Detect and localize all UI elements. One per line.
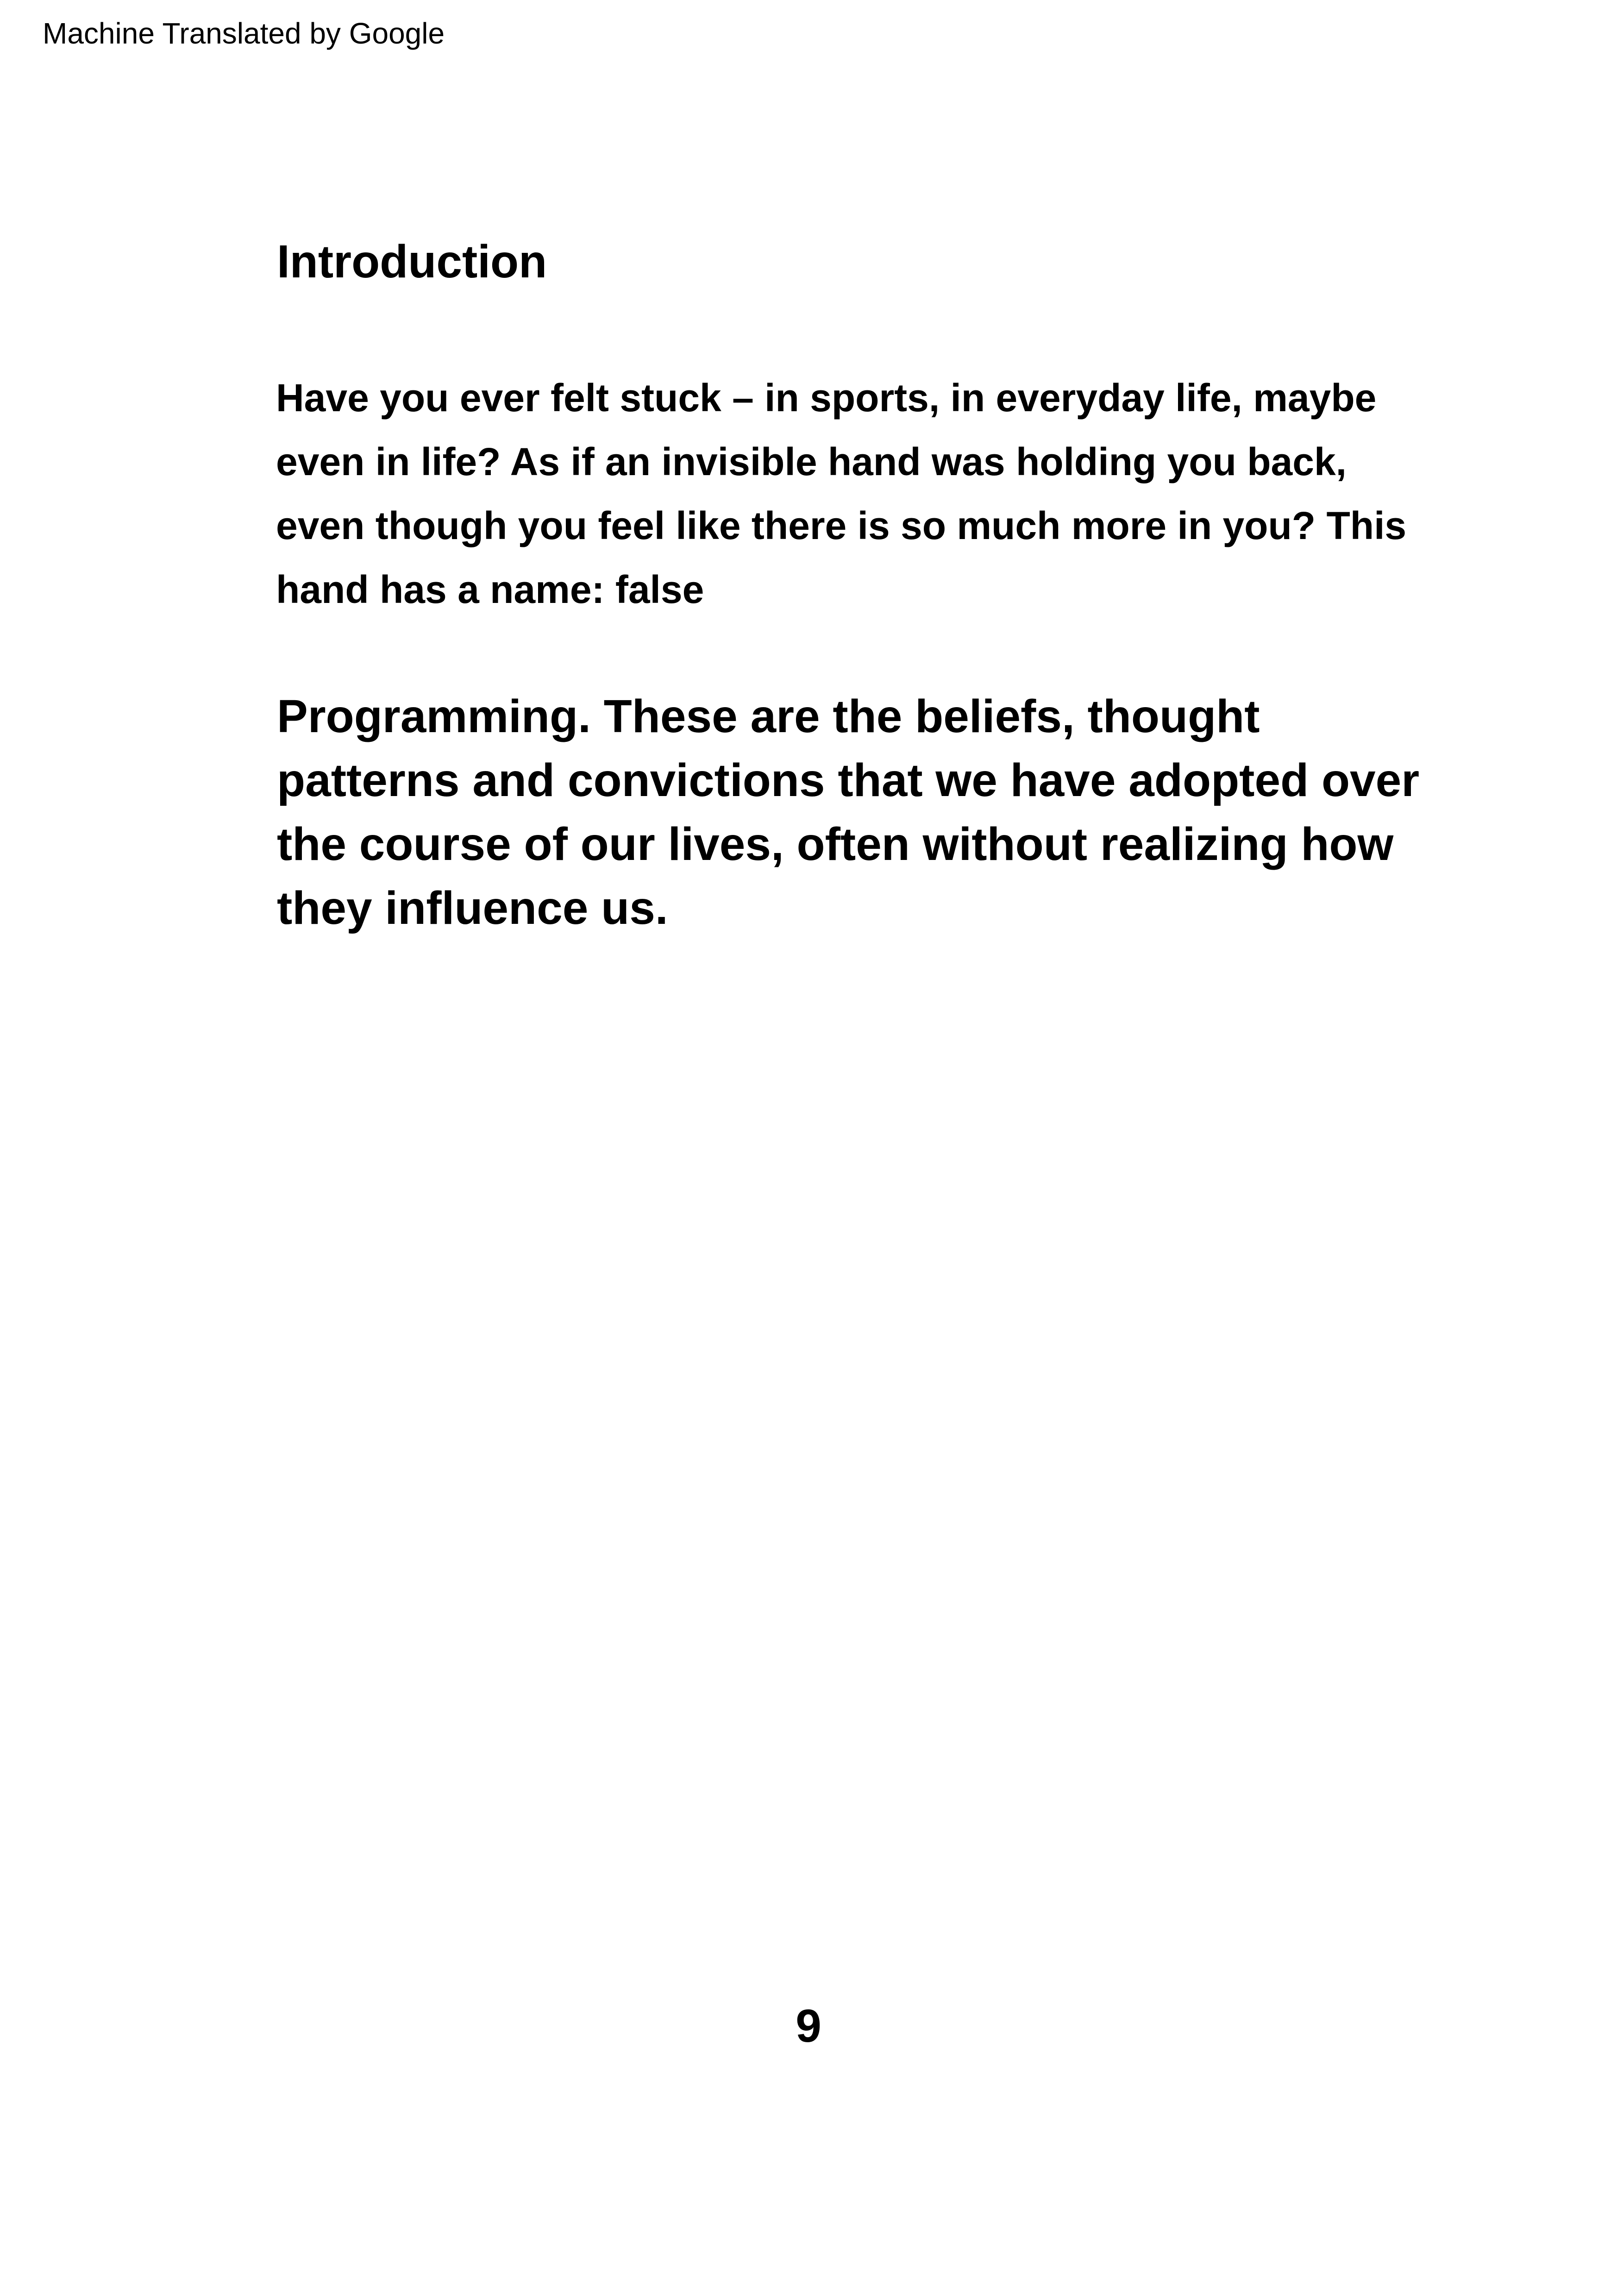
page-number: 9	[796, 2000, 821, 2052]
programming-paragraph	[277, 684, 1419, 940]
intro-paragraph-line: hand has a name: false	[276, 568, 704, 611]
programming-paragraph-line: patterns and convictions that we have adopted over	[277, 754, 1420, 806]
programming-paragraph-line: they influence us.	[277, 882, 668, 934]
programming-paragraph-line: the course of our lives, often without realizing how	[277, 818, 1394, 870]
intro-paragraph-line: Have you ever felt stuck – in sports, in everyday life, maybe	[276, 376, 1377, 420]
page-heading: Introduction	[277, 236, 547, 288]
intro-paragraph-line: even in life? As if an invisible hand was holding you back,	[276, 440, 1347, 483]
intro-paragraph	[276, 366, 1406, 621]
intro-paragraph-line: even though you feel like there is so much more in you? This	[276, 504, 1407, 547]
machine-translation-banner: Machine Translated by Google	[43, 17, 445, 50]
programming-paragraph-line: Programming. These are the beliefs, thought	[277, 690, 1260, 742]
